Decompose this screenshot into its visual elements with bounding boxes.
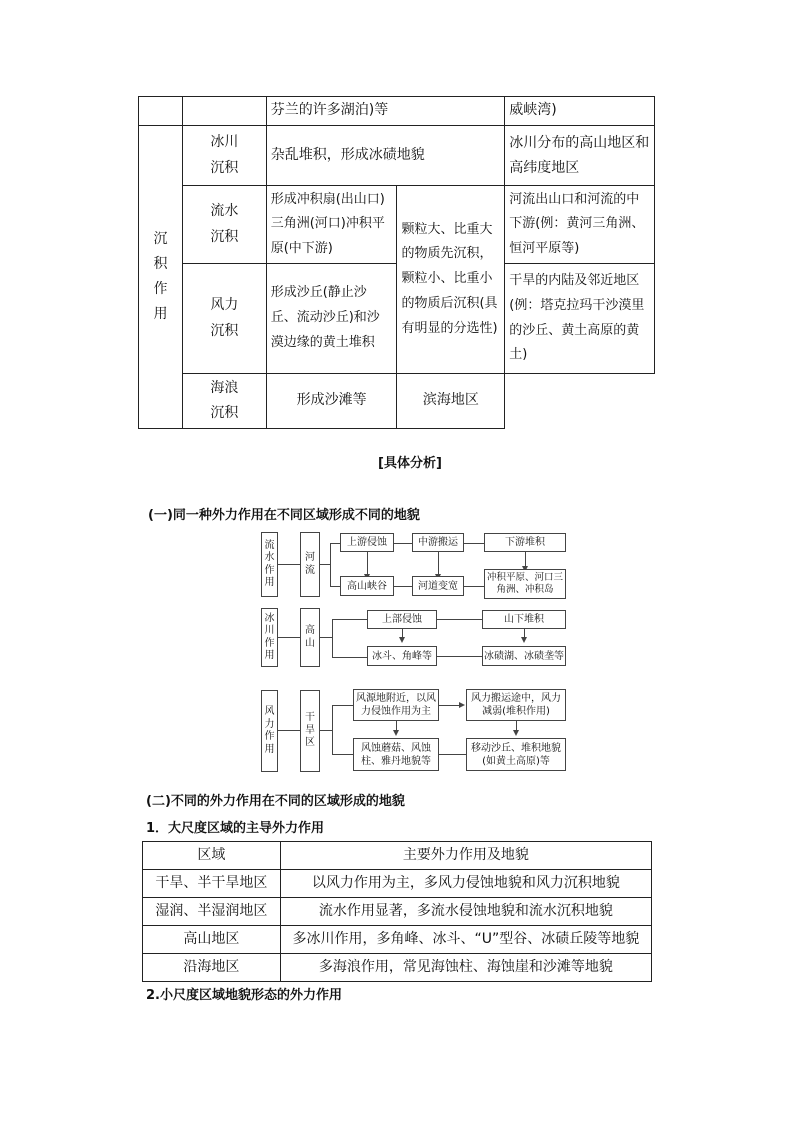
wind-erosion-box: 风蚀蘑菇、风蚀柱、雅丹地貌等 (353, 738, 439, 771)
sub2-title: 2.小尺度区域地貌形态的外力作用 (146, 988, 342, 1003)
wind-source-box: 风源地附近，以风力侵蚀作用为主 (353, 689, 439, 721)
header-region: 区域 (143, 842, 281, 870)
region-cell: 湿润、半湿润地区 (143, 898, 281, 926)
region-wave: 滨海地区 (397, 374, 505, 429)
sub1-title: 1．大尺度区域的主导外力作用 (146, 821, 325, 836)
section2-title: (二)不同的外力作用在不同的区域形成的地貌 (146, 794, 405, 809)
cell-desc-prev: 芬兰的许多湖泊)等 (266, 97, 505, 126)
section1-title: (一)同一种外力作用在不同区域形成不同的地貌 (148, 508, 420, 523)
agent-wind-box: 风 力 作 用 (261, 690, 278, 772)
agent-glacier-box: 冰 川 作 用 (261, 608, 278, 667)
empty-cell (182, 97, 266, 126)
desc-water: 形成冲积扇(出山口)三角洲(河口)冲积平原(中下游) (266, 186, 397, 264)
middle-transport-box: 中游搬运 (412, 533, 464, 552)
upper-erosion-box: 上游侵蚀 (340, 533, 394, 552)
region-glacier: 冰川分布的高山地区和高纬度地区 (505, 126, 655, 186)
dunes-box: 移动沙丘、堆积地貌(如黄土高原)等 (466, 738, 566, 771)
header-forces: 主要外力作用及地貌 (280, 842, 651, 870)
type-water: 流水 沉积 (182, 186, 266, 264)
upper-erosion-glacier-box: 上部侵蚀 (367, 610, 437, 629)
forces-cell: 以风力作用为主，多风力侵蚀地貌和风力沉积地貌 (280, 870, 651, 898)
downhill-deposit-box: 山下堆积 (482, 610, 566, 629)
region-wind: 干旱的内陆及邻近地区(例：塔克拉玛干沙漠里的沙丘、黄土高原的黄土) (505, 264, 655, 374)
place-river-box: 河 流 (300, 532, 320, 597)
forces-cell: 多冰川作用，多角峰、冰斗、“U”型谷、冰碛丘陵等地貌 (280, 926, 651, 954)
desc-wind: 形成沙丘(静止沙丘、流动沙丘)和沙漠边缘的黄土堆积 (266, 264, 397, 374)
canyon-box: 高山峡谷 (340, 576, 394, 596)
region-water: 河流出山口和河流的中下游(例：黄河三角洲、恒河平原等) (505, 186, 655, 264)
category-deposition: 沉 积 作 用 (139, 126, 183, 429)
sorting-feature: 颗粒大、比重大的物质先沉积，颗粒小、比重小的物质后沉积(具有明显的分选性) (397, 186, 505, 374)
moraine-box: 冰碛湖、冰碛垄等 (482, 646, 566, 666)
channel-widen-box: 河道变宽 (412, 576, 464, 596)
region-cell: 沿海地区 (143, 954, 281, 982)
place-mountain-box: 高 山 (300, 608, 320, 667)
deposition-table (138, 96, 655, 429)
wind-transport-box: 风力搬运途中，风力减弱(堆积作用) (466, 689, 566, 721)
lower-deposition-box: 下游堆积 (484, 533, 566, 552)
empty-cell (139, 97, 183, 126)
place-arid-box: 干 旱 区 (300, 690, 320, 772)
cirque-box: 冰斗、角峰等 (367, 646, 437, 666)
analysis-title: [具体分析] (378, 456, 442, 471)
type-glacier: 冰川 沉积 (182, 126, 266, 186)
type-wind: 风力 沉积 (182, 264, 266, 374)
forces-cell: 多海浪作用，常见海蚀柱、海蚀崖和沙滩等地貌 (280, 954, 651, 982)
forces-cell: 流水作用显著，多流水侵蚀地貌和流水沉积地貌 (280, 898, 651, 926)
agent-water-box: 流 水 作 用 (261, 532, 278, 597)
desc-glacier: 杂乱堆积，形成冰碛地貌 (266, 126, 505, 186)
region-cell: 高山地区 (143, 926, 281, 954)
type-wave: 海浪 沉积 (182, 374, 266, 429)
region-table (142, 841, 652, 982)
region-cell: 干旱、半干旱地区 (143, 870, 281, 898)
cell-region-prev: 威峡湾) (505, 97, 655, 126)
desc-wave: 形成沙滩等 (266, 374, 397, 429)
alluvial-box: 冲积平原、河口三角洲、冲积岛 (484, 569, 566, 599)
